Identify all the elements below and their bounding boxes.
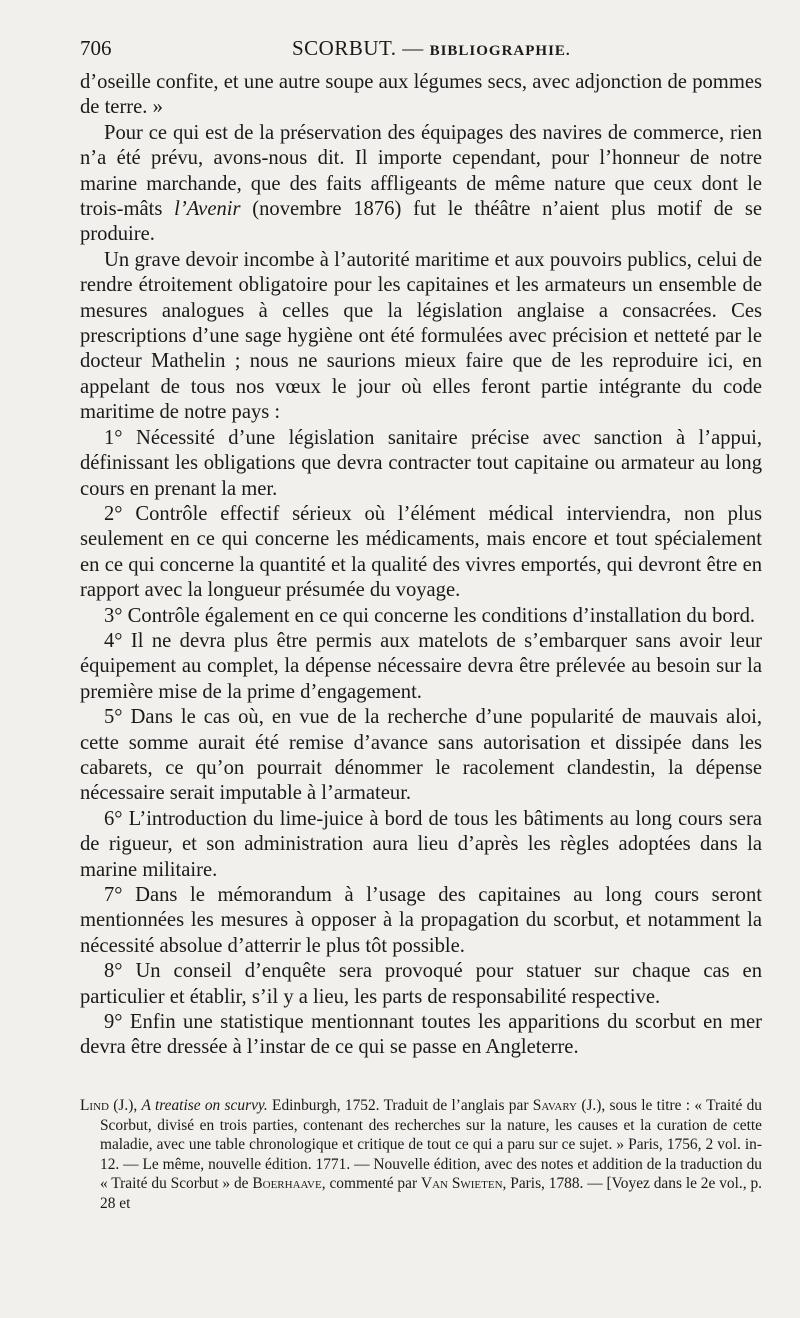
list-item: 7° Dans le mémorandum à l’usage des capitaines au long cours seront mentionnées les mesures à opposer à la propagation du scorbut, et notamment la nécessité absolue d’atterrir le plus tôt possible. [80, 884, 762, 957]
list-item: 6° L’introduction du lime-juice à bord de tous les bâtiments au long cours sera de rigueur, et son administration aura lieu d’après les règles adoptées dans la marine militaire. [80, 807, 762, 881]
text-run: (J.), sous le titre : « Traité du Scorbut, divisé en trois parties, contenant des recherches sur la nature, les causes et la curation de cette maladie, avec une table chronologique et critique de tout ce qui a paru sur ce sujet. » Paris, 1756, 2 vol. in-12. — Le même, nouvelle édition. 1771. — Nouvelle édition, avec des notes et addition de la traduction du « Traité du Scorbut » de [100, 1097, 762, 1193]
author-name: Lind [80, 1097, 109, 1114]
paragraph: d’oseille confite, et une autre soupe aux légumes secs, avec adjonction de pommes de terre. » [80, 71, 762, 119]
list-item: 1° Nécessité d’une législation sanitaire précise avec sanction à l’appui, définissant les obligations que devra contracter tout capitaine ou armateur au long cours en prenant la mer. [80, 426, 762, 500]
work-title: A treatise on scurvy. [141, 1097, 268, 1114]
text-run: (J.), [108, 1097, 142, 1114]
page-header [80, 36, 762, 66]
body-text [80, 70, 762, 1061]
text-run: Edinburgh, 1752. Traduit de l’anglais par [267, 1097, 533, 1114]
text-run: , commenté par [321, 1175, 421, 1193]
ship-name: l’Avenir [174, 198, 241, 221]
running-subtitle: BIBLIOGRAPHIE. [429, 43, 571, 59]
text-run: Pour ce qui est de la préservation des équipages des navires de commerce, rien n’a été prévu, avons-nous dit. Il importe cependant, pour l’honneur de notre marine marchande, que des faits affligeants de même nature que ceux dont le trois-mâts [80, 121, 762, 221]
text-run: (novembre 1876) fut le théâtre n’aient plus motif de se produire. [80, 198, 762, 246]
running-title: SCORBUT. — [292, 36, 424, 60]
list-item: 8° Un conseil d’enquête sera provoqué pour statuer sur chaque cas en particulier et établir, s’il y a lieu, les parts de responsabilité respective. [80, 960, 762, 1008]
paragraph [80, 121, 762, 248]
page-number: 706 [80, 36, 112, 60]
bibliography-text [80, 1096, 762, 1214]
running-head [292, 36, 571, 61]
author-name: Boerhaave [252, 1175, 322, 1193]
paragraph: Un grave devoir incombe à l’autorité maritime et aux pouvoirs publics, celui de rendre étroitement obligatoire pour les capitaines et les armateurs un ensemble de mesures analogues à celles que la législation anglaise a consacrées. Ces prescriptions d’une sage hygiène ont été formulées avec précision et netteté par le docteur Mathelin ; nous ne saurions mieux faire que de les reproduire ici, en appelant de tous nos vœux le jour où elles feront partie intégrante du code maritime de notre pays : [80, 248, 762, 424]
text-run: , Paris, 1788. — [Voyez dans le 2e vol., p. 28 et [100, 1175, 762, 1212]
bibliography-entry [80, 1096, 762, 1214]
translator-name: Savary [532, 1097, 577, 1114]
list-item: 3° Contrôle également en ce qui concerne les conditions d’installation du bord. [104, 604, 756, 627]
list-item: 9° Enfin une statistique mentionnant toutes les apparitions du scorbut en mer devra être dressée à l’instar de ce qui se passe en Angleterre. [80, 1011, 762, 1059]
list-item: 4° Il ne devra plus être permis aux matelots de s’embarquer sans avoir leur équipement au complet, la dépense nécessaire devra être prélevée au besoin sur la première mise de la prime d’engagement. [80, 629, 762, 703]
list-item: 2° Contrôle effectif sérieux où l’élément médical interviendra, non plus seulement en ce qui concerne les médicaments, mais encore et tout spécialement en ce qui concerne la quantité et la qualité des vivres emportés, qui devront être en rapport avec la longueur présumée du voyage. [80, 502, 762, 602]
list-item: 5° Dans le cas où, en vue de la recherche d’une popularité de mauvais aloi, cette somme aurait été remise d’avance sans autorisation et dissipée dans les cabarets, ce qu’on pourrait dénommer le racolement clandestin, la dépense nécessaire serait imputable à l’armateur. [80, 706, 762, 805]
author-name: Van Swieten [420, 1175, 503, 1193]
